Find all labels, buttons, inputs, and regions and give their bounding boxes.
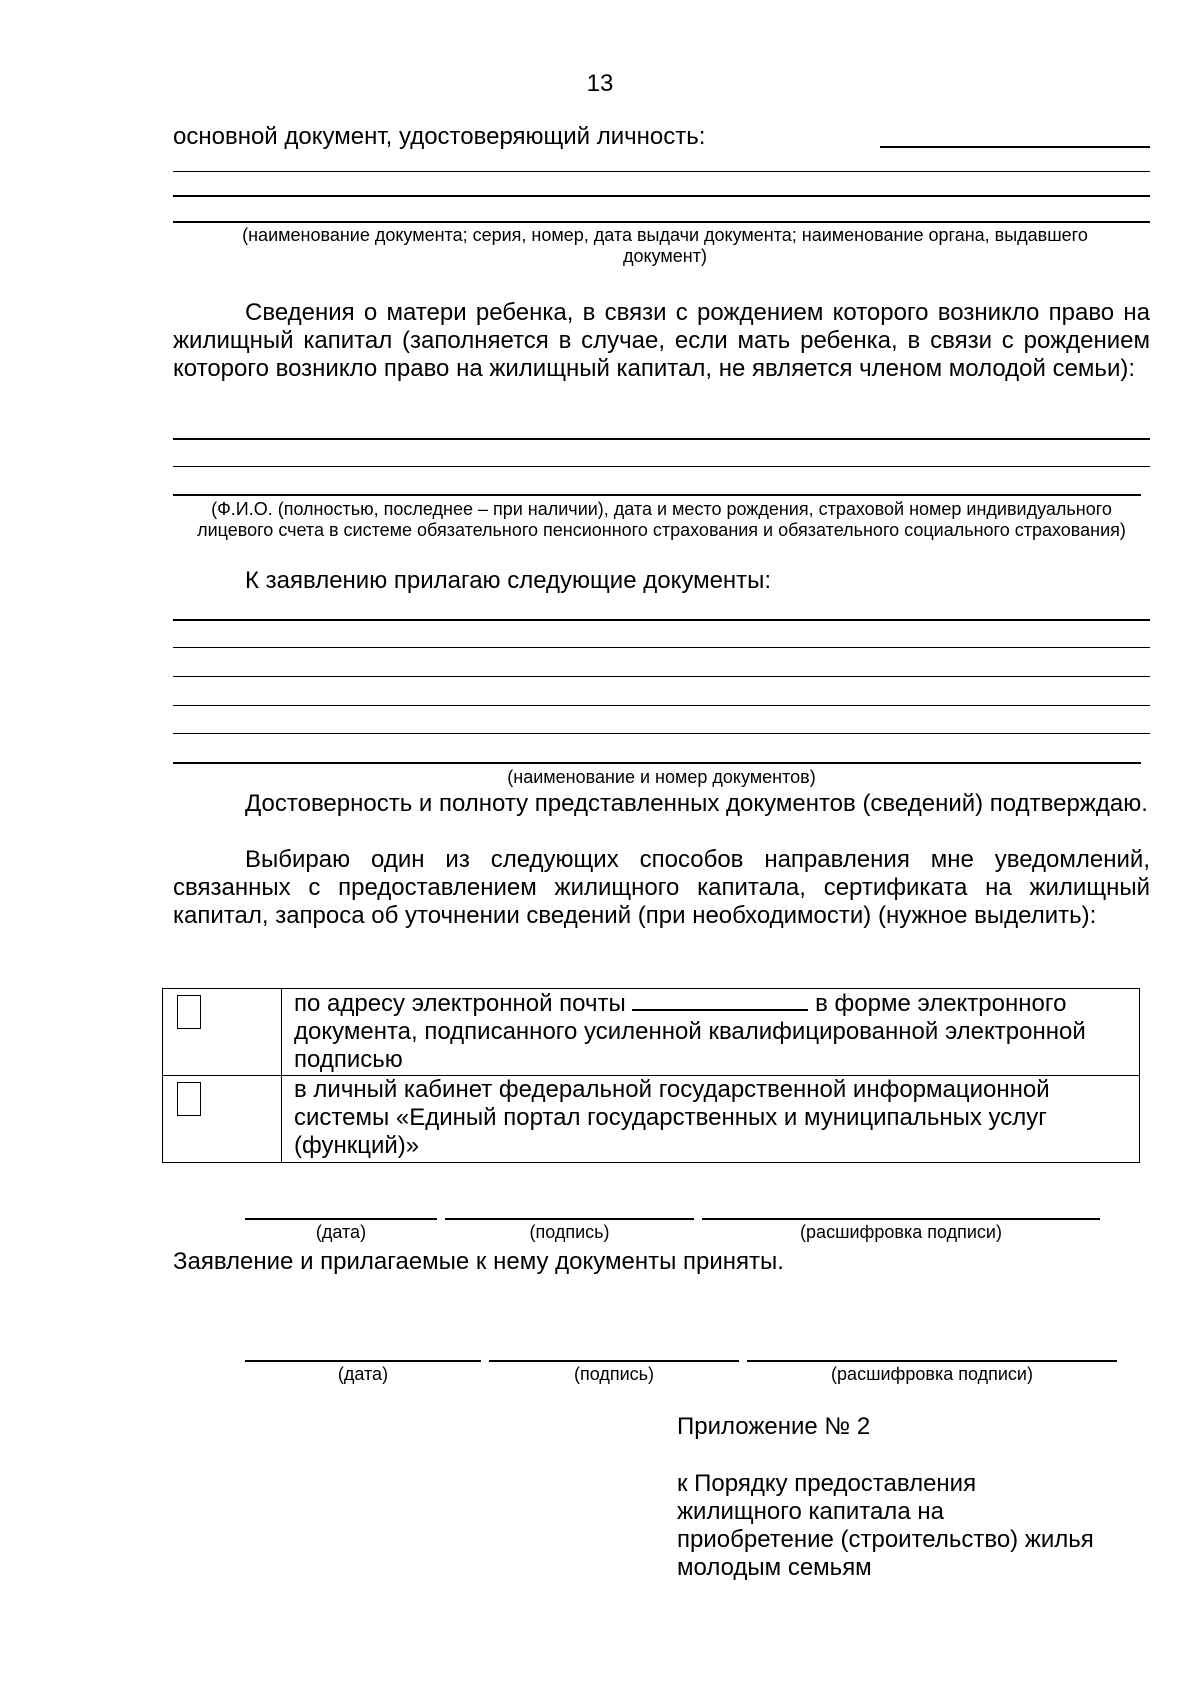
mother-blank-line-2[interactable]	[173, 466, 1150, 467]
identity-label: основной документ, удостоверяющий личность:	[173, 123, 706, 150]
attachments-blank-line-2[interactable]	[173, 647, 1150, 648]
notification-options-table	[162, 988, 1140, 1163]
attachments-blank-line-4[interactable]	[173, 705, 1150, 706]
email-option-text-before: по адресу электронной почты	[294, 990, 626, 1017]
mother-caption: (Ф.И.О. (полностью, последнее – при наличии), дата и место рождения, страховой номер индивидуального лицевого счета в системе обязательного пенсионного страхования и обязательного социального страхования)	[197, 499, 1126, 540]
appendix-line: приобретение (строительство) жилья	[677, 1526, 1094, 1553]
identity-blank-line-2[interactable]	[173, 195, 1150, 197]
appendix-title: Приложение № 2	[677, 1413, 871, 1440]
identity-caption: (наименование документа; серия, номер, дата выдачи документа; наименование органа, выдавшего документ)	[242, 225, 1088, 266]
attachments-blank-line-6[interactable]	[173, 762, 1141, 764]
mother-blank-line-3[interactable]	[173, 494, 1141, 496]
checkbox-cell	[163, 989, 282, 1076]
attachments-caption: (наименование и номер документов)	[507, 767, 816, 787]
sig2-date-label: (дата)	[337, 1364, 389, 1384]
attachments-blank-line-5[interactable]	[173, 733, 1150, 734]
identity-blank-line-3[interactable]	[173, 221, 1150, 223]
notification-option-portal	[163, 1076, 1140, 1163]
page-number: 13	[586, 70, 614, 97]
appendix-subtitle	[677, 1470, 1177, 1582]
attachments-blank-line-3[interactable]	[173, 676, 1150, 677]
email-option-text	[282, 989, 1140, 1076]
notification-text: Выбираю один из следующих способов направления мне уведомлений, связанных с предоставлением жилищного капитала, сертификата на жилищный капитал, запроса об уточнении сведений (при необходимости) (нужное выделить):	[173, 846, 1150, 929]
accepted-text: Заявление и прилагаемые к нему документы приняты.	[173, 1248, 784, 1275]
confirmation-text: Достоверность и полноту представленных документов (сведений) подтверждаю.	[245, 790, 1148, 817]
attachments-blank-line-1[interactable]	[173, 619, 1150, 621]
mother-paragraph: Сведения о матери ребенка, в связи с рождением которого возникло право на жилищный капитал (заполняется в случае, если мать ребенка, в связи с рождением которого возникло право на жилищный капитал, не является членом молодой семьи):	[173, 299, 1150, 382]
appendix-line: жилищного капитала на	[677, 1498, 944, 1525]
identity-blank-line-1[interactable]	[173, 171, 1150, 172]
sig2-date-line[interactable]	[245, 1360, 481, 1362]
portal-option-checkbox[interactable]	[177, 1082, 201, 1116]
sig2-sign-line[interactable]	[489, 1360, 739, 1362]
sig1-decode-line[interactable]	[702, 1218, 1100, 1220]
checkbox-cell	[163, 1076, 282, 1163]
attachments-heading: К заявлению прилагаю следующие документы:	[245, 567, 772, 594]
email-option-checkbox[interactable]	[177, 995, 201, 1029]
notification-option-email	[163, 989, 1140, 1076]
identity-blank-short[interactable]	[880, 146, 1150, 148]
mother-blank-line-1[interactable]	[173, 438, 1150, 440]
email-address-blank[interactable]	[632, 989, 808, 1011]
portal-option-text: в личный кабинет федеральной государственной информационной системы «Единый портал государственных и муниципальных услуг (функций)»	[282, 1076, 1140, 1163]
sig1-sign-label: (подпись)	[529, 1222, 610, 1242]
sig2-decode-label: (расшифровка подписи)	[831, 1364, 1033, 1384]
email-option-text-after: в форме электронного документа, подписанного усиленной квалифицированной электронной подписью	[294, 990, 1086, 1073]
sig2-sign-label: (подпись)	[573, 1364, 655, 1384]
appendix-line: к Порядку предоставления	[677, 1470, 977, 1497]
sig1-date-line[interactable]	[245, 1218, 437, 1220]
sig2-decode-line[interactable]	[747, 1360, 1117, 1362]
appendix-line: молодым семьям	[677, 1554, 872, 1581]
sig1-decode-label: (расшифровка подписи)	[800, 1222, 1002, 1242]
sig1-sign-line[interactable]	[445, 1218, 694, 1220]
sig1-date-label: (дата)	[315, 1222, 367, 1242]
